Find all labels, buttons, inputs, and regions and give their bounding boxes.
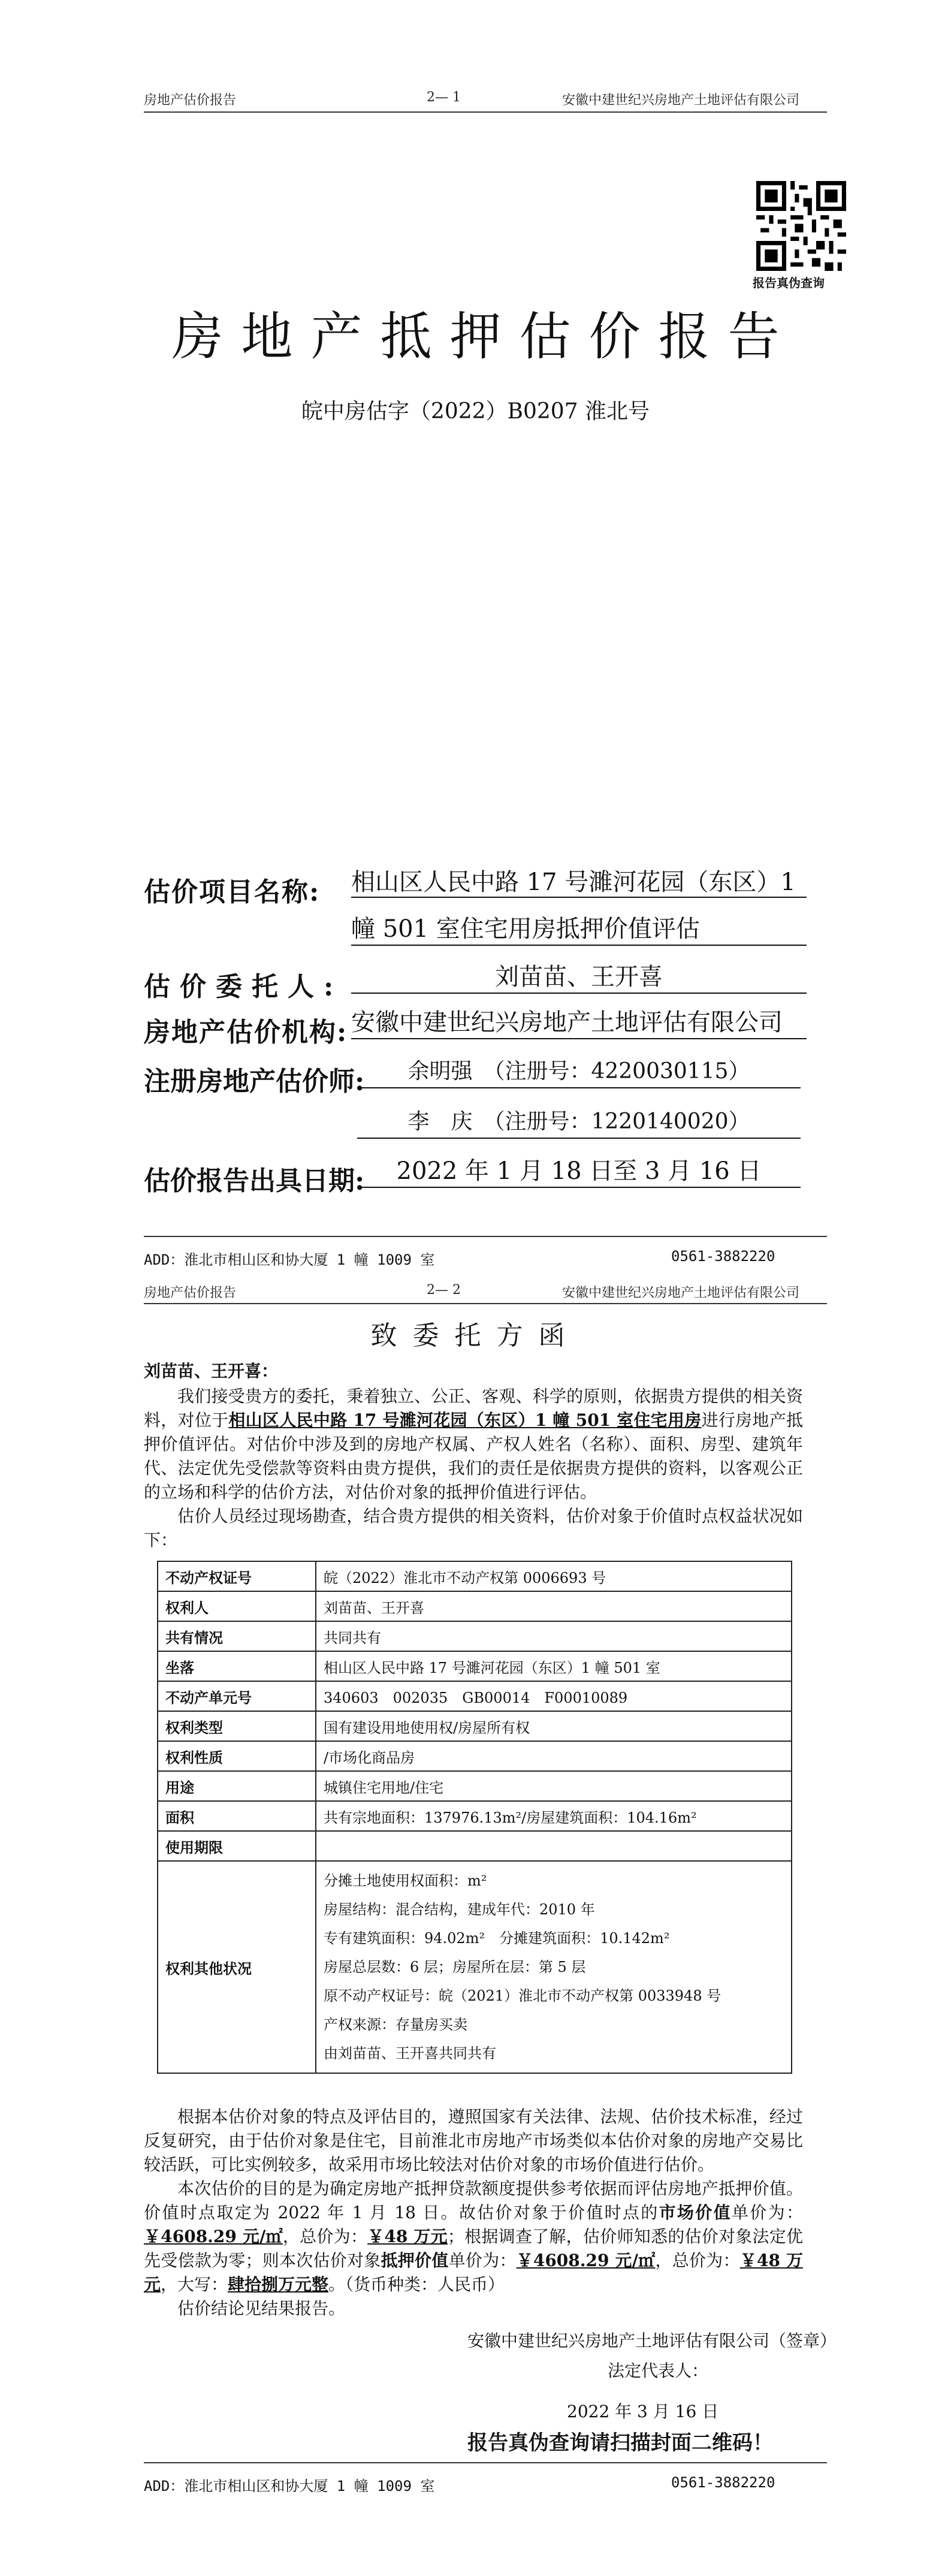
sign-representative: 法定代表人： (608, 2361, 709, 2381)
page1-header-right: 安徽中建世纪兴房地产土地评估有限公司 (562, 93, 800, 108)
mortgage-total-chinese: 肆拾捌万元整 (228, 2275, 329, 2294)
report-number: 皖中房估字（2022）B0207 淮北号 (301, 399, 650, 424)
other-status-value (316, 1861, 792, 2073)
table-row (158, 1741, 792, 1771)
table-key: 不动产单元号 (158, 1681, 316, 1711)
letter-paragraph-4 (144, 2177, 803, 2297)
para4-text-i: ，大写： (161, 2275, 228, 2294)
other-line: 分摊土地使用权面积：m² (324, 1872, 487, 1889)
table-value: 共同共有 (316, 1621, 792, 1651)
agency-value: 安徽中建世纪兴房地产土地评估有限公司 (351, 1007, 807, 1039)
page1-footer-rule (144, 1236, 827, 1237)
market-total-price: ￥48 万元 (367, 2227, 448, 2246)
project-name-line1: 相山区人民中路 17 号濉河花园（东区）1 (351, 868, 796, 896)
para4-text-d: ，总价为： (282, 2227, 368, 2246)
table-row (158, 1591, 792, 1621)
table-key: 权利类型 (158, 1711, 316, 1741)
para4-text-e: ；根据调查了解，估价师知悉的估价对象法定优先受偿款为零；则本次估价对象 (144, 2227, 803, 2270)
report-title: 房地产抵押估价报告 (171, 307, 798, 367)
market-unit-price: ￥4608.29 元/㎡ (144, 2227, 283, 2246)
table-value: 城镇住宅用地/住宅 (316, 1771, 792, 1801)
table-row (158, 1771, 792, 1801)
sign-company: 安徽中建世纪兴房地产土地评估有限公司（签章） (467, 2331, 837, 2351)
table-value: 共有宗地面积：137976.13m²/房屋建筑面积：104.16m² (316, 1801, 792, 1831)
table-row (158, 1801, 792, 1831)
appraiser-2: 李 庆 （注册号：1220140020） (357, 1106, 801, 1139)
para4-text-a: 本次估价的目的是为确定房地产抵押贷款额度提供参考依据而评估房地产抵押价值。价值时点取定为 2022 年 1 月 18 日。故估价对象于价值时点的 (144, 2179, 803, 2222)
page2-footer-phone: 0561-3882220 (671, 2474, 775, 2491)
table-key: 不动产权证号 (158, 1561, 316, 1591)
page2-header-right: 安徽中建世纪兴房地产土地评估有限公司 (562, 1286, 800, 1301)
table-key: 坐落 (158, 1651, 316, 1681)
table-value: 皖（2022）淮北市不动产权第 0006693 号 (316, 1561, 792, 1591)
project-underline-1 (351, 897, 807, 898)
sign-date: 2022 年 3 月 16 日 (567, 2402, 719, 2421)
para4-text-h: ，总价为： (655, 2251, 740, 2270)
page2-footer-address: ADD：淮北市相山区和协大厦 1 幢 1009 室 (144, 2478, 435, 2494)
table-row (158, 1651, 792, 1681)
other-line: 房屋结构：混合结构，建成年代：2010 年 (324, 1901, 595, 1918)
table-row (158, 1681, 792, 1711)
page2-header-page: 2— 2 (427, 1283, 461, 1298)
appraiser-1: 余明强 （注册号：4220030115） (357, 1056, 801, 1088)
table-key: 共有情况 (158, 1621, 316, 1651)
client-label: 估价委托人: (144, 972, 343, 1002)
table-key: 面积 (158, 1801, 316, 1831)
page1-header-left: 房地产估价报告 (144, 93, 237, 108)
page2-footer-rule (144, 2462, 827, 2463)
table-value: 刘苗苗、王开喜 (316, 1591, 792, 1621)
mortgage-value-label: 抵押价值 (381, 2251, 449, 2270)
letter-title: 致委托方函 (370, 1320, 581, 1351)
market-value-label: 市场价值 (659, 2203, 732, 2222)
agency-label: 房地产估价机构: (144, 1017, 348, 1048)
para1-text-c: 进行房地产抵押价值评估。对估价中涉及到的房地产权属、产权人姓名（名称）、面积、房型、建筑年代、法定优先受偿款等资料由贵方提供，我们的责任是依据贵方提供的资料，以客观公正的立场和科学的估价方法，对估价对象的抵押价值进行评估。 (144, 1410, 803, 1502)
para1-address: 相山区人民中路 17 号濉河花园（东区）1 幢 501 室住宅用房 (228, 1410, 702, 1430)
qr-code-icon[interactable] (756, 181, 846, 271)
mortgage-unit-price: ￥4608.29 元/㎡ (516, 2251, 656, 2270)
table-value (316, 1831, 792, 1861)
table-row-other (158, 1861, 792, 2073)
client-value: 刘苗苗、王开喜 (351, 961, 807, 994)
rights-table (157, 1561, 792, 2074)
table-value: /市场化商品房 (316, 1741, 792, 1771)
appraiser-label: 注册房地产估价师: (144, 1066, 365, 1097)
letter-paragraph-1 (144, 1384, 803, 1504)
other-line: 产权来源：存量房买卖 (324, 2016, 467, 2033)
table-key: 权利人 (158, 1591, 316, 1621)
table-key: 用途 (158, 1771, 316, 1801)
para1-text-a: 我们接受贵方的委托，秉着独立、公正、客观、科学的原则，依据贵方提供的相关资料，对位于 (144, 1386, 803, 1430)
other-status-label: 权利其他状况 (158, 1861, 316, 2073)
page1-footer-address: ADD：淮北市相山区和协大厦 1 幢 1009 室 (144, 1251, 435, 1268)
table-value: 国有建设用地使用权/房屋所有权 (316, 1711, 792, 1741)
para4-text-j: 。（货币种类：人民币） (328, 2275, 505, 2294)
table-row (158, 1561, 792, 1591)
para4-text-g: 单价为： (448, 2251, 517, 2270)
table-row (158, 1711, 792, 1741)
salutation: 刘苗苗、王开喜： (144, 1361, 279, 1381)
letter-paragraph-5: 估价结论见结果报告。 (177, 2299, 346, 2318)
report-date-label: 估价报告出具日期: (144, 1166, 365, 1196)
report-date-value: 2022 年 1 月 18 日至 3 月 16 日 (357, 1156, 801, 1188)
verify-note: 报告真伪查询请扫描封面二维码！ (467, 2431, 773, 2455)
table-key: 使用期限 (158, 1831, 316, 1861)
mortgage-total-price: ￥48 万元 (144, 2251, 803, 2294)
other-line: 专有建筑面积：94.02m² 分摊建筑面积：10.142m² (324, 1930, 670, 1947)
table-row (158, 1831, 792, 1861)
page2-header-left: 房地产估价报告 (144, 1286, 237, 1301)
project-name-line2: 幢 501 室住宅用房抵押价值评估 (351, 913, 807, 946)
other-line: 房屋总层数：6 层；房屋所在层：第 5 层 (324, 1959, 586, 1975)
page1-header-rule (144, 111, 827, 113)
letter-paragraph-2: 估价人员经过现场勘查，结合贵方提供的相关资料，估价对象于价值时点权益状况如下： (144, 1506, 803, 1550)
other-line: 原不动产权证号：皖（2021）淮北市不动产权第 0033948 号 (324, 1987, 721, 2004)
qr-caption: 报告真伪查询 (753, 276, 825, 290)
page2-header-rule (144, 1303, 827, 1304)
table-value: 340603 002035 GB00014 F00010089 (316, 1681, 792, 1711)
page1-header-page: 2— 1 (427, 90, 461, 105)
letter-paragraph-3: 根据本估价对象的特点及评估目的，遵照国家有关法律、法规、估价技术标准，经过反复研究，由于估价对象是住宅，目前淮北市房地产市场类似本估价对象的房地产交易比较活跃，可比实例较多，故采用市场比较法对估价对象的市场价值进行估价。 (144, 2107, 803, 2174)
table-value: 相山区人民中路 17 号濉河花园（东区）1 幢 501 室 (316, 1651, 792, 1681)
page1-footer-phone: 0561-3882220 (671, 1248, 775, 1265)
table-key: 权利性质 (158, 1741, 316, 1771)
para4-text-c: 单价为： (731, 2203, 803, 2222)
project-name-label: 估价项目名称: (144, 877, 321, 907)
table-row (158, 1621, 792, 1651)
other-line: 由刘苗苗、王开喜共同共有 (324, 2045, 496, 2062)
